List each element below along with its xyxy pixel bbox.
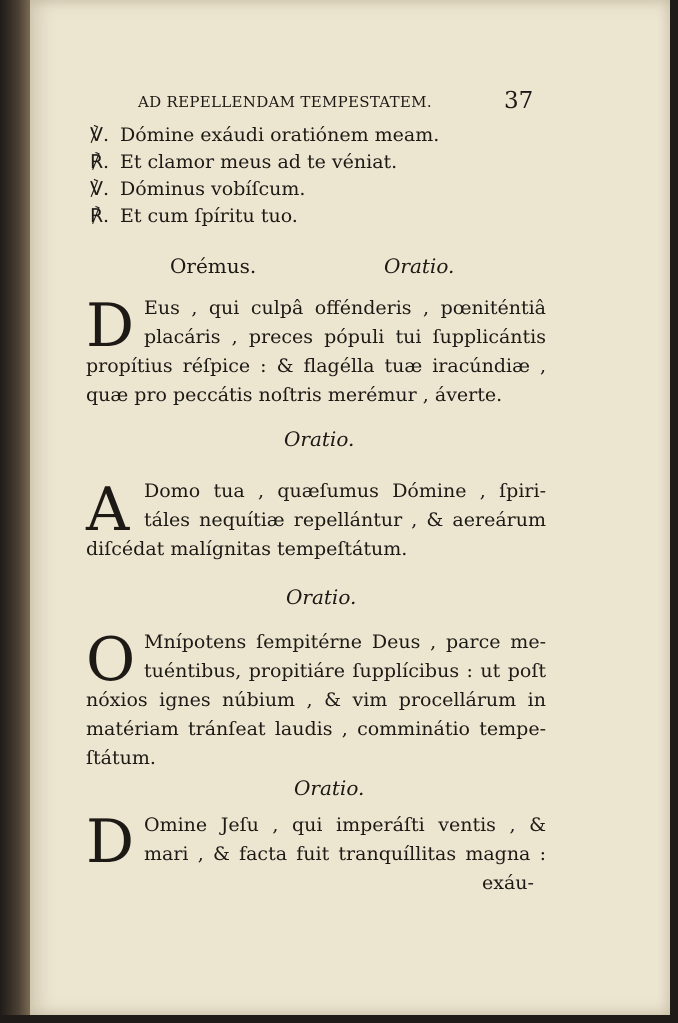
prayer-line: nóxios ignes núbium , & vim procellárum in <box>86 689 546 711</box>
versicle-text: Dómine exáudi oratiónem meam. <box>120 124 440 146</box>
oratio-heading: Oratio. <box>384 254 455 278</box>
versicle-line <box>90 124 439 146</box>
prayer-line: diſcédat malígnitas tempeſtátum. <box>86 538 408 560</box>
response-text: Et cum ſpíritu tuo. <box>120 205 298 227</box>
oratio-heading: Oratio. <box>284 427 355 451</box>
versicle-symbol: ℣. <box>90 124 110 146</box>
prayer-line: ſtátum. <box>86 747 156 769</box>
drop-capital: D <box>86 291 135 361</box>
drop-capital: A <box>86 475 130 545</box>
prayer-line: propítius réſpice : & flagélla tuæ iracúndiæ , <box>86 355 546 377</box>
prayer-line: mari , & facta fuit tranquíllitas magna : <box>144 843 546 865</box>
prayer-line: matériam tránſeat laudis , comminátio tempe- <box>86 718 546 740</box>
response-symbol: ℟. <box>90 205 110 227</box>
prayer-line: Mnípotens ſempitérne Deus , parce me- <box>144 631 546 653</box>
versicle-text: Dóminus vobíſcum. <box>120 178 306 200</box>
prayer-line: Eus , qui culpâ offénderis , pœniténtiâ <box>144 297 546 319</box>
page-edge <box>670 0 678 1023</box>
prayer-line: Domo tua , quæſumus Dómine , ſpiri- <box>144 480 546 502</box>
prayer-line: tuéntibus, propitiáre ſupplícibus : ut poſt <box>144 660 546 682</box>
prayer-line: quæ pro peccátis noſtris merémur , áverte. <box>86 384 503 406</box>
drop-capital: D <box>86 807 135 877</box>
response-symbol: ℟. <box>90 151 110 173</box>
page-text <box>30 0 670 1015</box>
catchword: exáu- <box>482 872 534 894</box>
book-page <box>30 0 670 1015</box>
response-line <box>90 151 397 173</box>
response-line <box>90 205 298 227</box>
response-text: Et clamor meus ad te véniat. <box>120 151 398 173</box>
versicle-line <box>90 178 305 200</box>
book-gutter <box>0 0 30 1023</box>
page-number: 37 <box>504 88 534 114</box>
versicle-symbol: ℣. <box>90 178 110 200</box>
prayer-line: placáris , preces pópuli tui ſupplicántis <box>144 326 546 348</box>
running-title: AD REPELLENDAM TEMPESTATEM. <box>138 93 432 111</box>
prayer-line: Omine Jeſu , qui imperáſti ventis , & <box>144 814 546 836</box>
drop-capital: O <box>86 625 136 695</box>
oremus-label: Orémus. <box>170 254 257 278</box>
page-bottom-edge <box>0 1015 678 1023</box>
prayer-line: táles nequítiæ repellántur , & aereárum <box>144 509 546 531</box>
oratio-heading: Oratio. <box>294 776 365 800</box>
oratio-heading: Oratio. <box>286 585 357 609</box>
